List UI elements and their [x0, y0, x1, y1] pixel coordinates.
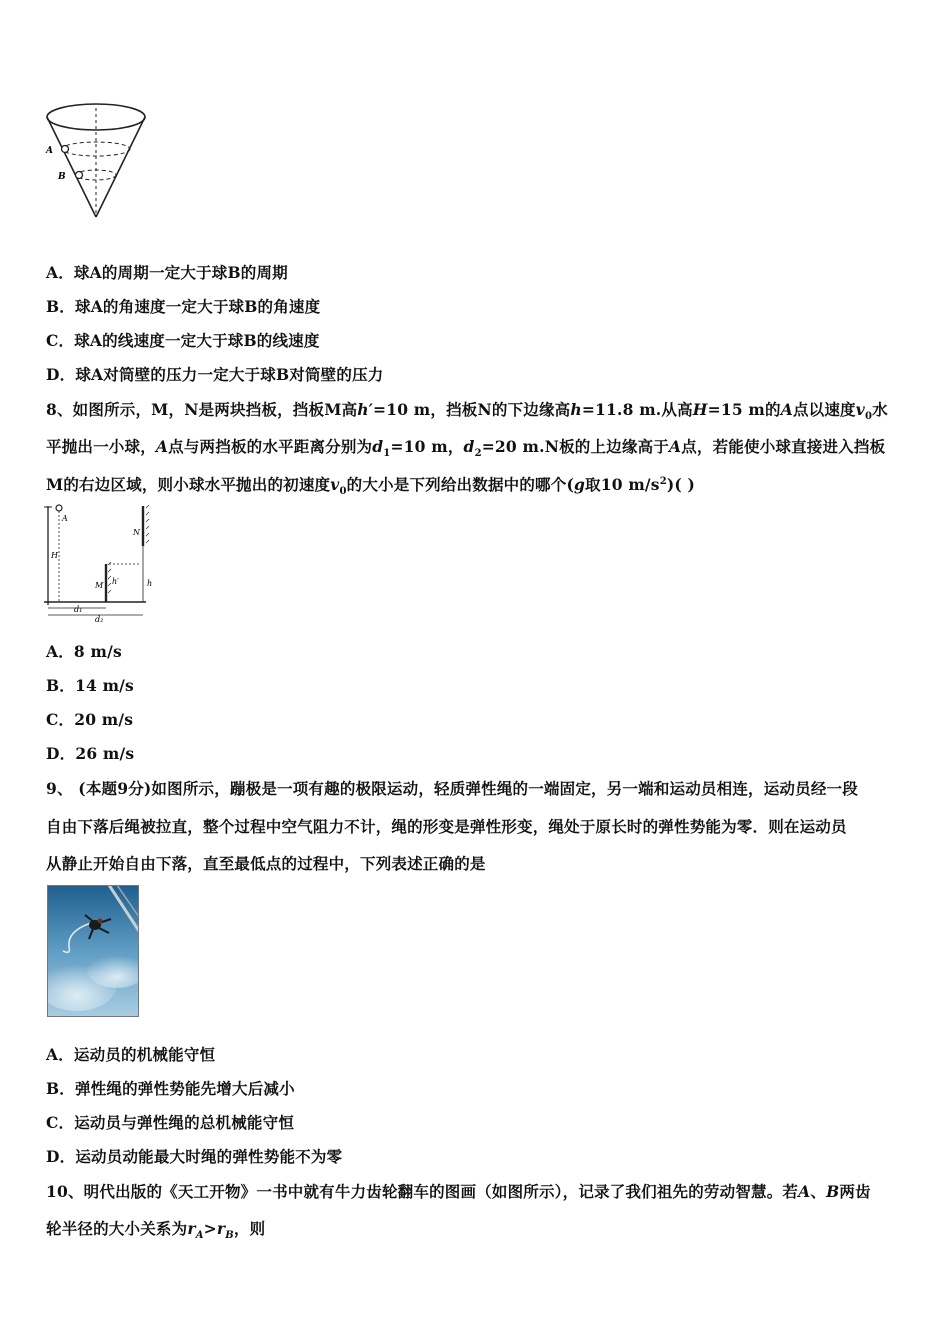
q9-option-c: C．运动员与弹性绳的总机械能守恒	[46, 1113, 295, 1132]
q7-option-d: D．球A对筒壁的压力一定大于球B对筒壁的压力	[46, 365, 384, 384]
label-d2: d₂	[95, 615, 104, 624]
q9-option-a: A．运动员的机械能守恒	[46, 1045, 216, 1064]
label-h-prime: h′	[112, 577, 119, 586]
label-a: A	[46, 146, 53, 156]
ball-b	[76, 172, 83, 179]
label-h-big: H	[51, 551, 58, 560]
ball-a	[56, 505, 62, 511]
label-n: N	[133, 528, 140, 537]
q9-stem-line-1: 9、 (本题9分)如图所示，蹦极是一项有趣的极限运动，轻质弹性绳的一端固定，另一端和运动员相连，运动员经一段	[46, 779, 858, 798]
q8-option-c: C．20 m/s	[46, 710, 134, 729]
q8-stem-line-3: M的右边区域，则小球水平抛出的初速度$v_0$的大小是下列给出数据中的哪个(g取10 $m/s^2$)( )	[46, 475, 696, 498]
q8-stem-line-1: 8、如图所示，M，N是两块挡板，挡板M高h′=10 m，挡板N的下边缘高h=11.8 m.从高H=15 m的A点以速度$v_0$水	[46, 400, 888, 423]
label-h: h	[147, 579, 153, 588]
q10-stem-line-1: 10、明代出版的《天工开物》一书中就有牛力齿轮翻车的图画（如图所示），记录了我们祖先的劳动智慧。若A、B两齿	[46, 1182, 871, 1201]
label-a: A	[62, 514, 68, 523]
q8-option-b: B．14 m/s	[46, 676, 134, 695]
q7-option-b: B．球A的角速度一定大于球B的角速度	[46, 297, 321, 316]
q9-stem-line-3: 从静止开始自由下落，直至最低点的过程中，下列表述正确的是	[46, 854, 486, 873]
cone-figure	[44, 100, 154, 222]
label-b: B	[58, 172, 66, 182]
q8-stem-line-2: 平抛出一小球，A点与两挡板的水平距离分别为$d_1=10$ m，$d_2=20$ m.N板的上边缘高于A点，若能使小球直接进入挡板	[46, 437, 886, 460]
label-d1: d₁	[74, 605, 83, 614]
q8-option-a: A．8 m/s	[46, 642, 122, 661]
q9-stem-line-2: 自由下落后绳被拉直，整个过程中空气阻力不计，绳的形变是弹性形变，绳处于原长时的弹性势能为零．则在运动员	[46, 817, 847, 836]
q8-option-d: D．26 m/s	[46, 744, 135, 763]
q9-option-d: D．运动员动能最大时绳的弹性势能不为零	[46, 1147, 343, 1166]
q7-option-a: A．球A的周期一定大于球B的周期	[46, 263, 288, 282]
q10-stem-line-2: 轮半径的大小关系为$r_A>r_B$，则	[46, 1219, 266, 1242]
ball-a	[62, 146, 69, 153]
q9-option-b: B．弹性绳的弹性势能先增大后减小	[46, 1079, 295, 1098]
label-m: M	[95, 581, 104, 590]
bungee-photo	[47, 885, 139, 1017]
q7-option-c: C．球A的线速度一定大于球B的线速度	[46, 331, 320, 350]
baffle-figure	[40, 502, 160, 624]
